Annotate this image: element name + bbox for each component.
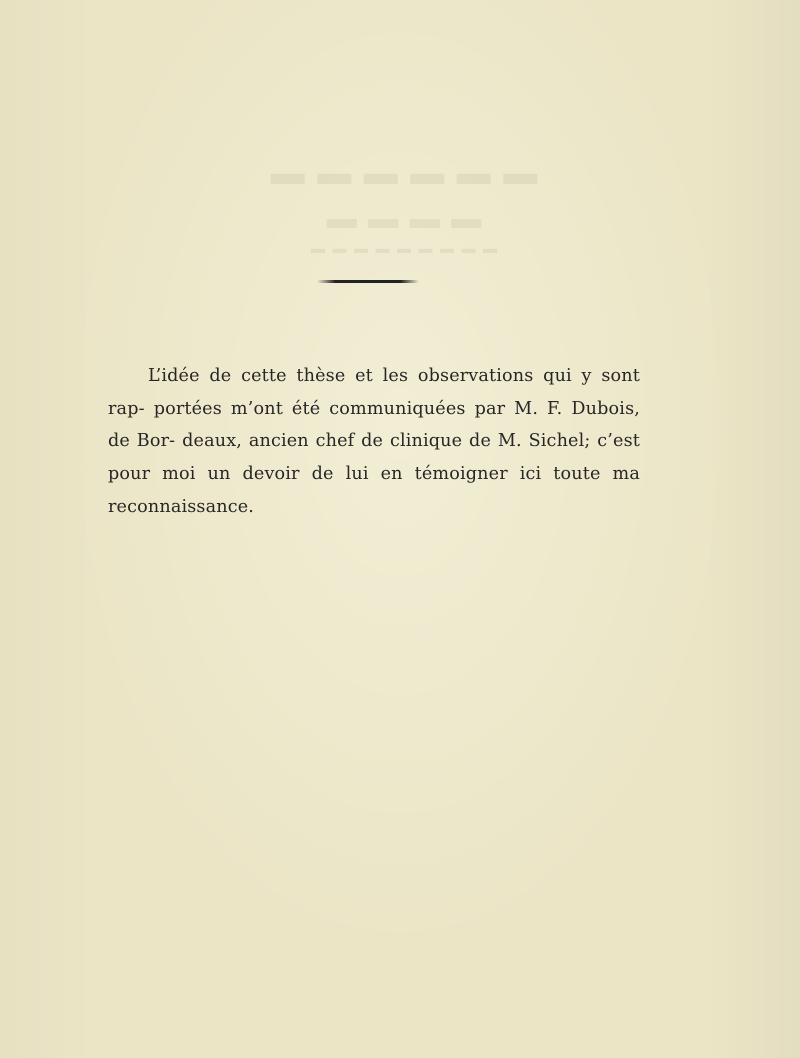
show-through-text: ▬ ▬ ▬ ▬ ▬ ▬ ▬ ▬ ▬ ▬ ▬ ▬ ▬ ▬ ▬ ▬ ▬ ▬ ▬ <box>270 155 540 257</box>
ornamental-rule <box>317 280 419 283</box>
acknowledgement-paragraph: L’idée de cette thèse et les observations qui y sont rap- portées m’ont été communiquées par M. F. Dubois, de Bor- deaux, ancien chef de clinique de M. Sichel; c’est pour moi un devoir de lui en témoigner ici toute ma reconnaissance. <box>108 366 640 517</box>
